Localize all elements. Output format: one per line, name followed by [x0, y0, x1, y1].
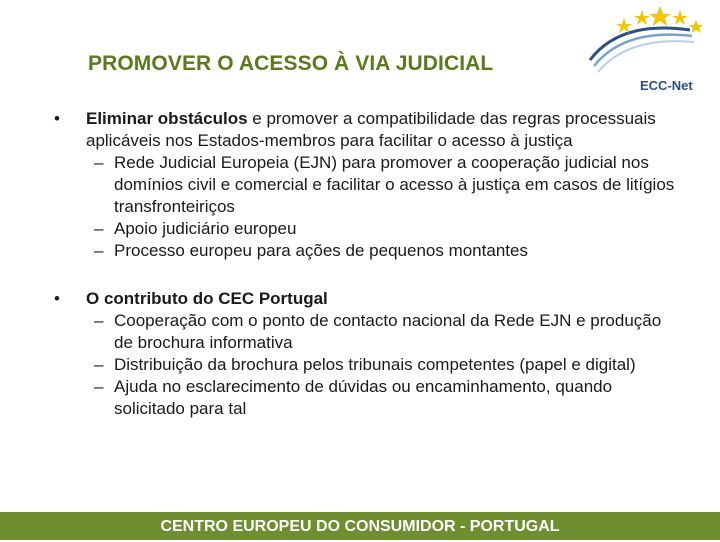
sub-bullet-item: – Rede Judicial Europeia (EJN) para promover a cooperação judicial nos domínios civil e comercial e facilitar o acesso à justiça em casos de litígios transfronteiriços [94, 153, 675, 216]
bullet-item: • Eliminar obstáculos e promover a compatibilidade das regras processuais aplicáveis nos Estados-membros para facilitar o acesso à justiça [54, 109, 656, 150]
slide-title: PROMOVER O ACESSO À VIA JUDICIAL [88, 52, 494, 75]
bullet-lead: Eliminar obstáculos [86, 109, 248, 128]
sub-bullet-item: – Processo europeu para ações de pequenos montantes [94, 241, 528, 260]
sub-bullet-item: – Apoio judiciário europeu [94, 219, 297, 238]
footer-bar: CENTRO EUROPEU DO CONSUMIDOR - PORTUGAL [0, 512, 720, 540]
star-icon [649, 6, 671, 26]
sub-bullet-item: – Cooperação com o ponto de contacto nacional da Rede EJN e produção de brochura informativa [94, 311, 662, 352]
star-icon [689, 20, 703, 33]
sub-bullet-item: – Distribuição da brochura pelos tribunais competentes (papel e digital) [94, 355, 636, 374]
logo-text: ECC-Net [640, 78, 693, 93]
star-icon [634, 10, 650, 25]
bullet-lead: O contributo do CEC Portugal [86, 289, 328, 308]
slide-content [52, 108, 682, 420]
star-icon [616, 18, 632, 33]
star-icon [672, 10, 688, 25]
bullet-text: e promover a compatibilidade das regras processuais aplicáveis nos Estados-membros para facilitar o acesso à justiça [86, 109, 656, 150]
bullet-item: • O contributo do CEC Portugal [54, 289, 328, 308]
sub-bullet-item: – Ajuda no esclarecimento de dúvidas ou encaminhamento, quando solicitado para tal [94, 377, 613, 418]
